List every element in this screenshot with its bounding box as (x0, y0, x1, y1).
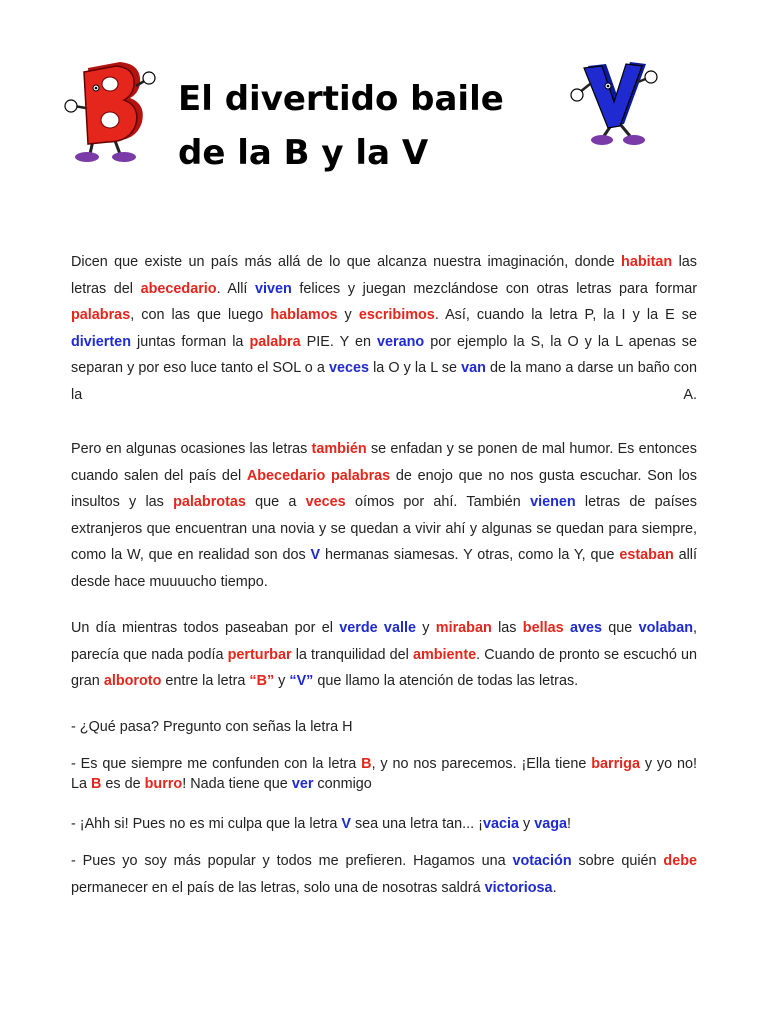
highlight-red-word: escribimos (358, 307, 435, 323)
text-run: - Pues yo soy más popular y todos me prefieren. Hagamos una (71, 853, 513, 869)
text-run: y yo no! La (71, 756, 697, 792)
highlight-blue-word: aves (569, 620, 602, 636)
text-run: es de (101, 776, 145, 792)
text-run: entre la letra (161, 673, 250, 689)
text-run: de la mano a darse un baño con la A. (71, 360, 697, 403)
dialogue-line-2 (71, 754, 697, 794)
highlight-blue-word: verde valle (339, 620, 416, 636)
text-run: oímos por ahí. También (345, 494, 531, 510)
text-run: - ¡Ahh si! Pues no es mi culpa que la letra (71, 816, 342, 832)
text-run: . Allí (216, 280, 256, 297)
highlight-red-word: ambiente (412, 646, 477, 663)
highlight-blue-word: vacia (482, 816, 519, 832)
dialogue-text (71, 848, 697, 901)
text-run: las (491, 620, 523, 636)
letter-b-character-illustration (60, 58, 160, 168)
highlight-blue-word: volaban (638, 620, 693, 636)
text-run: allí desde hace muuuucho tiempo. (71, 547, 697, 590)
story-paragraph-1 (71, 249, 697, 408)
highlight-blue-word: vienen (530, 494, 576, 510)
highlight-red-word: debe (663, 853, 697, 869)
text-run: Un día mientras todos paseaban por el (71, 620, 340, 636)
text-run: . Así, cuando la letra P, la I y la E se (434, 307, 697, 323)
text-run: por ejemplo la S, la O y la L apenas se separan y por eso luce tanto el SOL o a (71, 333, 697, 376)
highlight-blue-word: “V” (289, 673, 314, 689)
text-run: permanecer en el país de las letras, solo una de nosotras saldrá (71, 879, 485, 896)
text-run: Pero en algunas ocasiones las letras (71, 441, 312, 457)
text-run: hermanas siamesas. Y otras, como la Y, que (320, 547, 620, 563)
highlight-red-word: perturbar (227, 646, 292, 663)
highlight-blue-word: verano (376, 333, 425, 350)
highlight-red-word: alboroto (103, 673, 162, 689)
story-paragraph-3 (71, 615, 697, 695)
highlight-blue-word: victoriosa (484, 879, 553, 896)
text-run: conmigo (313, 776, 372, 792)
highlight-red-word: estaban (619, 547, 674, 563)
text-run: Dicen que existe un país más allá de lo que alcanza nuestra imaginación, donde (71, 254, 622, 270)
text-run: y (274, 673, 290, 689)
text-run: las letras del (71, 254, 697, 297)
dialogue-text (71, 754, 697, 794)
text-run: . Cuando de pronto se escuchó un gran (71, 646, 697, 689)
highlight-red-word: palabras (71, 307, 131, 323)
highlight-blue-word: viven (255, 280, 292, 297)
dialogue-line-1 (71, 717, 697, 737)
dialogue-line-4 (71, 848, 697, 901)
text-run: . (552, 879, 557, 896)
text-run: , con las que luego (130, 307, 271, 323)
text-run: sobre quién (571, 853, 664, 869)
highlight-blue-word: vaga (534, 816, 567, 832)
highlight-red-word: también (311, 441, 367, 457)
highlight-red-word: barriga (591, 756, 640, 772)
paragraph-text (71, 615, 697, 695)
title-line-2: de la B y la V (178, 133, 429, 173)
text-run: ! Nada tiene que (182, 776, 292, 792)
highlight-red-word: B (91, 776, 102, 792)
story-paragraph-2 (71, 436, 697, 595)
highlight-blue-word: van (461, 360, 486, 376)
title-line-1: El divertido baile (178, 79, 504, 119)
text-run: la tranquilidad del (291, 646, 413, 663)
highlight-red-word: habitan (621, 254, 673, 270)
text-run: de enojo que no nos gusta escuchar. Son los insultos y las (71, 467, 697, 510)
text-run: letras de países extranjeros que encuentran una novia y se quedan a vivir ahí y algunas se quedan para siempre, como la W, que en realidad son dos (71, 494, 697, 563)
highlight-red-word: palabrotas (173, 494, 246, 510)
text-run: se enfadan y se ponen de mal humor. Es entonces cuando salen del país del (71, 441, 697, 484)
highlight-blue-word: veces (328, 360, 369, 376)
text-run: y (518, 816, 535, 832)
text-run: felices y juegan mezclándose con otras letras para formar (291, 280, 697, 297)
highlight-red-word: hablamos (270, 307, 338, 323)
dialogue-text (71, 717, 697, 737)
highlight-blue-word: V (310, 547, 321, 563)
text-run: y (337, 307, 359, 323)
highlight-red-word: abecedario (140, 280, 217, 297)
letter-v-character-illustration (568, 58, 660, 150)
text-run: que llamo la atención de todas las letras. (313, 673, 579, 689)
highlight-blue-word: divierten (71, 333, 131, 350)
text-run: - Es que siempre me confunden con la letra (71, 756, 362, 772)
text-run: que a (245, 494, 306, 510)
highlight-red-word: burro (144, 776, 183, 792)
highlight-red-word: miraban (435, 620, 492, 636)
text-run: , y no nos parecemos. ¡Ella tiene (371, 756, 592, 772)
highlight-red-word: Abecedario palabras (246, 467, 391, 484)
text-run: la O y la L se (368, 360, 462, 376)
paragraph-text (71, 249, 697, 408)
text-run: ! (567, 816, 571, 832)
dialogue-text (71, 814, 697, 834)
highlight-red-word: palabra (249, 333, 301, 350)
highlight-red-word: B (361, 756, 372, 772)
highlight-red-word: veces (305, 494, 346, 510)
highlight-red-word: “B” (249, 673, 275, 689)
text-run: juntas forman la (130, 333, 250, 350)
text-run: y (415, 620, 436, 636)
highlight-blue-word: V (341, 816, 351, 832)
dialogue-line-3 (71, 814, 697, 834)
highlight-blue-word: ver (291, 776, 314, 792)
text-run: - ¿Qué pasa? Pregunto con señas la letra H (71, 719, 353, 735)
text-run: PIE. Y en (300, 333, 377, 350)
text-run: sea una letra tan... ¡ (350, 816, 483, 832)
text-run: que (601, 620, 639, 636)
text-run: , parecía que nada podía (71, 620, 697, 663)
highlight-red-word: bellas (522, 620, 564, 636)
document-title (178, 72, 504, 180)
highlight-blue-word: votación (512, 853, 572, 869)
paragraph-text (71, 436, 697, 595)
